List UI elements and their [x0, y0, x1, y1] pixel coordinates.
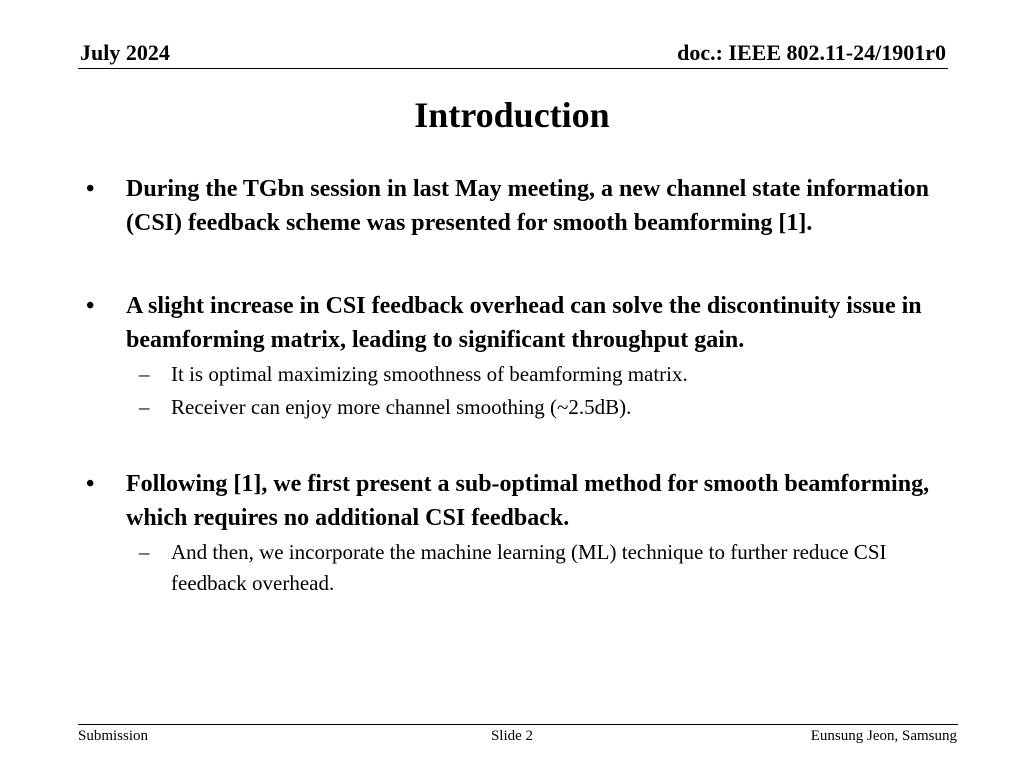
sub-bullet-item — [78, 359, 938, 390]
sub-bullet-marker: – — [139, 395, 150, 419]
bullet-text: During the TGbn session in last May meeting, a new channel state information (CSI) feedback scheme was presented for smooth beamforming [1]. — [126, 176, 929, 236]
bullet-item — [78, 172, 938, 240]
sub-bullet-marker: – — [139, 540, 150, 564]
footer-submission: Submission — [78, 728, 149, 744]
bullet-item — [78, 467, 938, 535]
sub-bullet-text: It is optimal maximizing smoothness of beamforming matrix. — [171, 362, 688, 386]
footer-author: Eunsung Jeon, Samsung — [810, 728, 957, 744]
bullet-text: A slight increase in CSI feedback overhead can solve the discontinuity issue in beamforming matrix, leading to significant throughput gain. — [126, 293, 922, 353]
sub-bullet-marker: – — [139, 362, 150, 386]
bullet-text: Following [1], we first present a sub-optimal method for smooth beamforming, which requires no additional CSI feedback. — [126, 471, 930, 531]
bullet-marker: • — [86, 471, 95, 497]
sub-bullet-item — [78, 537, 938, 599]
header-divider — [78, 68, 948, 69]
header-date: July 2024 — [80, 40, 170, 65]
sub-bullet-item — [78, 392, 938, 423]
sub-bullet-text: And then, we incorporate the machine learning (ML) technique to further reduce CSI feedback overhead. — [171, 540, 887, 595]
bullet-marker: • — [86, 293, 95, 319]
slide-content — [78, 172, 938, 599]
header-doc-id: doc.: IEEE 802.11-24/1901r0 — [677, 40, 946, 65]
footer-slide-number: Slide 2 — [490, 728, 534, 744]
slide-title: Introduction — [414, 95, 610, 135]
bullet-item — [78, 289, 938, 357]
sub-bullet-text: Receiver can enjoy more channel smoothing (~2.5dB). — [171, 395, 632, 419]
footer-divider — [78, 724, 958, 725]
bullet-marker: • — [86, 176, 95, 202]
